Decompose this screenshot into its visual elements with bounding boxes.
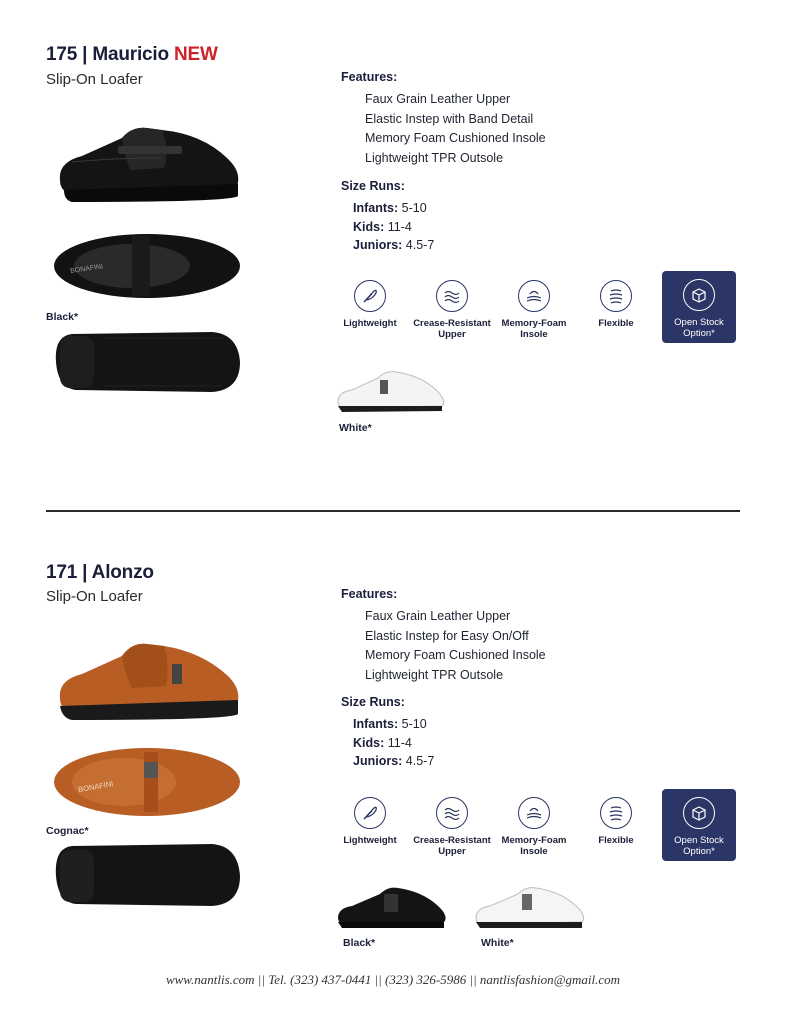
product-2-alt-color-black-image xyxy=(334,880,450,932)
product-1-name: 175 | Mauricio xyxy=(46,44,169,65)
box-icon xyxy=(683,797,715,829)
product-1-side-view-image xyxy=(52,118,242,204)
size-row-infants: Infants: 5-10 xyxy=(353,201,427,215)
size-row-kids: Kids: 11-4 xyxy=(353,219,412,234)
foam-icon xyxy=(518,280,550,312)
feature-item: Lightweight TPR Outsole xyxy=(365,667,504,682)
foam-icon xyxy=(518,797,550,829)
feather-icon xyxy=(354,280,386,312)
feature-item: Faux Grain Leather Upper xyxy=(365,92,511,106)
product-2-alt-color-label-white: White* xyxy=(481,937,514,949)
feature-item: Memory Foam Cushioned Insole xyxy=(365,131,546,145)
product-2-color-label: Cognac* xyxy=(46,825,89,837)
feature-item: Memory Foam Cushioned Insole xyxy=(365,648,546,662)
feature-icon-crease-resistant: Crease-Resistant Upper xyxy=(412,797,492,857)
new-badge: NEW xyxy=(174,44,218,65)
product-2-sole-image xyxy=(52,838,242,912)
features-list xyxy=(365,607,546,685)
feature-icon-crease-resistant: Crease-Resistant Upper xyxy=(412,280,492,340)
size-runs-heading: Size Runs: xyxy=(341,695,405,709)
features-heading: Features: xyxy=(341,587,398,601)
feature-icon-memory-foam: Memory-Foam Insole xyxy=(494,797,574,857)
size-row-juniors: Juniors: 4.5-7 xyxy=(353,238,435,252)
product-2-type: Slip-On Loafer xyxy=(46,588,143,605)
product-1-color-label: Black* xyxy=(46,311,79,323)
product-1-sole-image xyxy=(52,326,242,398)
size-row-kids: Kids: 11-4 xyxy=(353,735,412,750)
feature-icon-flexible: Flexible xyxy=(576,280,656,329)
insole-brand-label: BONAFINI xyxy=(77,779,114,795)
feature-item: Elastic Instep for Easy On/Off xyxy=(365,628,529,643)
footer-contact: www.nantlis.com || Tel. (323) 437-0441 || (323) 326-5986 || nantlisfashion@gmail.com xyxy=(165,972,621,987)
size-runs-list xyxy=(353,199,434,255)
waves-icon xyxy=(436,797,468,829)
waves-icon xyxy=(436,280,468,312)
flex-icon xyxy=(600,797,632,829)
open-stock-option-badge: Open Stock Option* xyxy=(662,271,736,343)
feature-icon-lightweight: Lightweight xyxy=(330,797,410,846)
product-2-title: 171 | Alonzo xyxy=(46,562,154,583)
feature-icon-memory-foam: Memory-Foam Insole xyxy=(494,280,574,340)
box-icon xyxy=(683,279,715,311)
size-runs-list xyxy=(353,715,434,771)
features-list xyxy=(365,90,546,168)
product-1-alt-color-white-image xyxy=(334,364,446,416)
product-1-top-view-image xyxy=(52,230,242,302)
product-2-alt-color-white-image xyxy=(472,880,588,932)
product-2-top-view-image xyxy=(52,744,242,820)
insole-brand-label: BONAFINI xyxy=(69,263,104,276)
product-1-type: Slip-On Loafer xyxy=(46,71,143,88)
feature-item: Lightweight TPR Outsole xyxy=(365,150,504,165)
product-2-alt-color-label-black: Black* xyxy=(343,937,376,949)
section-divider xyxy=(46,510,740,512)
flex-icon xyxy=(600,280,632,312)
feature-item: Faux Grain Leather Upper xyxy=(365,609,511,623)
size-row-infants: Infants: 5-10 xyxy=(353,717,427,731)
product-1-alt-color-label: White* xyxy=(339,422,372,434)
product-2-side-view-image xyxy=(52,634,242,724)
feather-icon xyxy=(354,797,386,829)
features-heading: Features: xyxy=(341,70,398,84)
size-runs-heading: Size Runs: xyxy=(341,179,405,193)
feature-icon-flexible: Flexible xyxy=(576,797,656,846)
size-row-juniors: Juniors: 4.5-7 xyxy=(353,754,435,768)
product-1-title xyxy=(46,44,218,66)
open-stock-option-badge: Open Stock Option* xyxy=(662,789,736,861)
feature-icon-lightweight: Lightweight xyxy=(330,280,410,329)
feature-item: Elastic Instep with Band Detail xyxy=(365,111,534,126)
